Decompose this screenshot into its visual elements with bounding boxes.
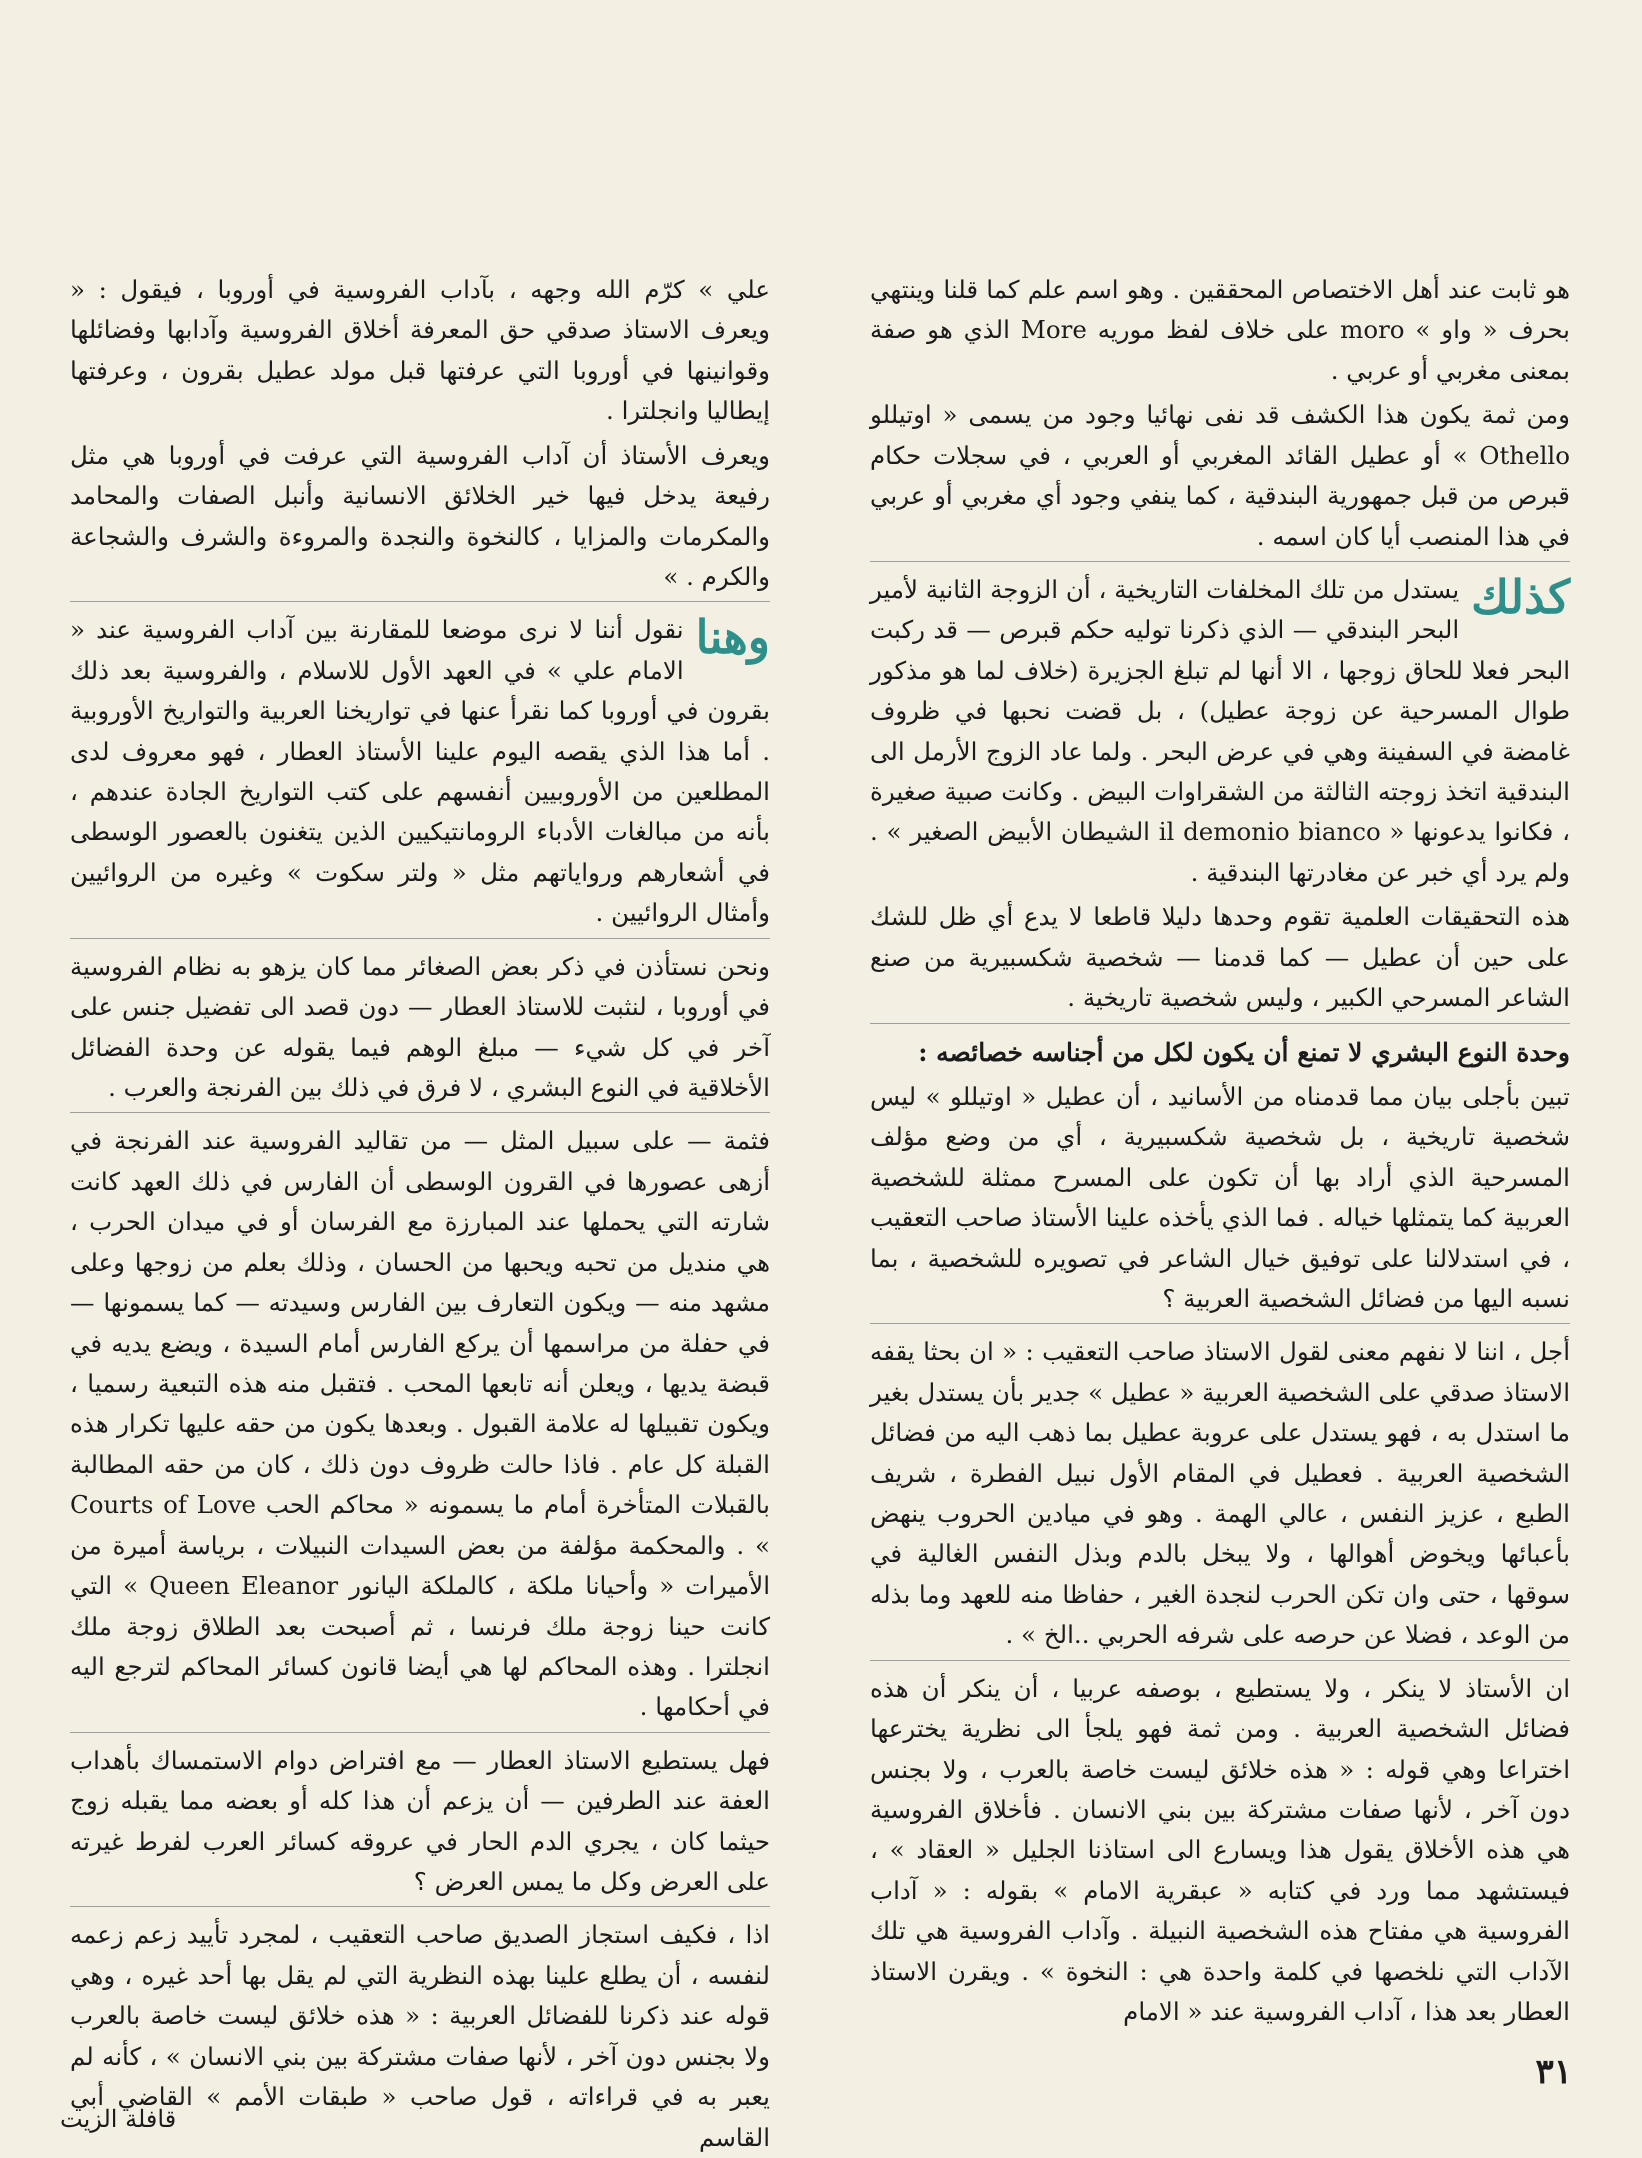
paragraph: اذا ، فكيف استجاز الصديق صاحب التعقيب ، لمجرد تأييد زعم زعمه لنفسه ، أن يطلع علينا بهذه النظرية التي لم يقل بها أحد غيره ، وهي قوله عند ذكرنا للفضائل العربية : « هذه خلائق ليست خاصة بالعرب ولا بجنس دون آخر ، لأنها صفات مشتركة بين بني الانسان » ، كأنه لم يعبر به في قراءاته ، قول صاحب « طبقات الأمم » القاضي أبي القاسم — [70, 1920, 770, 2152]
paragraph: هذه التحقيقات العلمية تقوم وحدها دليلا قاطعا لا يدع أي ظل للشك على حين أن عطيل — كما قدمنا — شخصية شكسبيرية من صنع الشاعر المسرحي الكبير ، وليس شخصية تاريخية . — [870, 897, 1570, 1023]
paragraph: فهل يستطيع الاستاذ العطار — مع افتراض دوام الاستمساك بأهداب العفة عند الطرفين — أن يزعم أن هذا كله أو بعضه مما يقبله زوج حيثما كان ، يجري الدم الحار في عروقه كسائر العرب لفرط غيرته على العرض وكل ما يمس العرض ؟ — [70, 1741, 770, 1908]
paragraph: ومن ثمة يكون هذا الكشف قد نفى نهائيا وجود من يسمى « اوتيللو Othello » أو عطيل القائد المغربي أو العربي ، في سجلات حكام قبرص من قبل جمهورية البندقية ، كما ينفي وجود أي مغربي أو عربي في هذا المنصب أيا كان اسمه . — [870, 395, 1570, 562]
paragraph: ونحن نستأذن في ذكر بعض الصغائر مما كان يزهو به نظام الفروسية في أوروبا ، لنثبت للاستاذ العطار — دون قصد الى تفضيل جنس على آخر في كل شيء — مبلغ الوهم فيما يقوله عن وحدة الفضائل الأخلاقية في النوع البشري ، لا فرق في ذلك بين الفرنجة والعرب . — [70, 947, 770, 1114]
paragraph — [870, 570, 1570, 893]
page-number: ٣١ — [1535, 2052, 1572, 2092]
section-dropword: وهنا — [695, 610, 770, 665]
paragraph: فثمة — على سبيل المثل — من تقاليد الفروسية عند الفرنجة في أزهى عصورها في القرون الوسطى أن الفارس في ذلك العهد كانت شارته التي يحملها عند المبارزة مع الفرسان أو في ميدان الحرب ، هي منديل من تحبه ويحبها من الحسان ، وذلك بعلم من زوجها وعلى مشهد منه — ويكون التعارف بين الفارس وسيدته — كما يسمونها — في حفلة من مراسمها أن يركع الفارس أمام السيدة ، ويضع يديه في قبضة يديها ، ويعلن أنه تابعها المحب . فتقبل منه هذه التبعية رسميا ، ويكون تقبيلها له علامة القبول . وبعدها يكون من حقه عليها تكرار هذه القبلة كل عام . فاذا حالت ظروف دون ذلك ، كان من حقه المطالبة بالقبلات المتأخرة أمام ما يسمونه « محاكم الحب Courts of Love » . والمحكمة مؤلفة من بعض السيدات النبيلات ، برياسة أميرة من الأميرات « وأحيانا ملكة ، كالملكة اليانور Queen Eleanor » التي كانت حينا زوجة ملك فرنسا ، ثم أصبحت بعد الطلاق زوجة ملك انجلترا . وهذه المحاكم لها هي أيضا قانون كسائر المحاكم لترجع اليه في أحكامها . — [70, 1121, 770, 1732]
paragraph: ان الأستاذ لا ينكر ، ولا يستطيع ، بوصفه عربيا ، أن ينكر أن هذه فضائل الشخصية العربية . ومن ثمة فهو يلجأ الى نظرية يخترعها اختراعا وهي قوله : « هذه خلائق ليست خاصة بالعرب ، ولا بجنس دون آخر ، لأنها صفات مشتركة بين بني الانسان . فأخلاق الفروسية هي هذه الأخلاق يقول هذا ويسارع الى استاذنا الجليل « العقاد » ، فيستشهد مما ورد في كتابه « عبقرية الامام » بقوله : « آداب الفروسية هي مفتاح هذه الشخصية النبيلة . وآداب الفروسية هي تلك الآداب التي نلخصها في كلمة واحدة هي : النخوة » . ويقرن الاستاذ العطار بعد هذا ، آداب الفروسية عند « الامام — [870, 1673, 1570, 2027]
paragraph: هو ثابت عند أهل الاختصاص المحققين . وهو اسم علم كما قلنا وينتهي بحرف « واو » moro على خلاف لفظ موريه More الذي هو صفة بمعنى مغربي أو عربي . — [870, 275, 1570, 385]
paragraph: ويعرف الأستاذ أن آداب الفروسية التي عرفت في أوروبا هي مثل رفيعة يدخل فيها خير الخلائق الانسانية وأنبل الصفات والمحامد والمكرمات والمزايا ، كالنخوة والنجدة والمروءة والشرف والشجاعة والكرم . » — [70, 436, 770, 603]
paragraph-text: نقول أننا لا نرى موضعا للمقارنة بين آداب الفروسية عند « الامام علي » في العهد الأول للاسلام ، والفروسية بعد ذلك بقرون في أوروبا كما نقرأ عنها في تواريخنا العربية والتواريخ الأوروبية . أما هذا الذي يقصه اليوم علينا الأستاذ العطار ، فهو معروف لدى المطلعين من الأوروبيين أنفسهم على كتب التواريخ الجادة عندهم ، بأنه من مبالغات الأدباء الرومانتيكيين الذين يتغنون بالعصور الوسطى في أشعارهم ورواياتهم مثل « ولتر سكوت » وغيره من الروائيين وأمثال الروائيين . — [70, 615, 770, 928]
section-dropword: كذلك — [1471, 569, 1570, 624]
paragraph: علي » كرّم الله وجهه ، بآداب الفروسية في أوروبا ، فيقول : « ويعرف الاستاذ صدقي حق المعرفة أخلاق الفروسية وآدابها وفضائلها وقوانينها في أوروبا التي عرفتها قبل مولد عطيل بقرون ، وعرفتها إيطاليا وانجلترا . — [70, 275, 770, 426]
paragraph-text: يستدل من تلك المخلفات التاريخية ، أن الزوجة الثانية لأمير البحر البندقي — الذي ذكرنا توليه حكم قبرص — قد ركبت البحر فعلا للحاق زوجها ، الا أنها لم تبلغ الجزيرة (خلاف لما هو مذكور طوال المسرحية عن زوجة عطيل) ، بل قضت نحبها في ظروف غامضة في السفينة وهي في عرض البحر . ولما عاد الزوج الأرمل الى البندقية اتخذ زوجته الثالثة من الشقراوات البيض . وكانت صبية صغيرة ، فكانوا يدعونها « il demonio bianco الشيطان الأبيض الصغير » . ولم يرد أي خبر عن مغادرتها البندقية . — [870, 574, 1571, 887]
paragraph — [70, 610, 770, 938]
paragraph: تبين بأجلى بيان مما قدمناه من الأسانيد ، أن عطيل « اوتيللو » ليس شخصية تاريخية ، بل شخصية شكسبيرية ، أي من وضع مؤلف المسرحية الذي أراد بها أن تكون على المسرح ممثلة للشخصية العربية كما يتمثلها خياله . فما الذي يأخذه علينا الأستاذ صاحب التعقيب ، في استدلالنا على توفيق خيال الشاعر في تصويره للشخصية ، بما نسبه اليها من فضائل الشخصية العربية ؟ — [870, 1077, 1570, 1325]
right-column — [870, 270, 1570, 2030]
paragraph: أجل ، اننا لا نفهم معنى لقول الاستاذ صاحب التعقيب : « ان بحثا يقفه الاستاذ صدقي على الشخصية العربية « عطيل » جدير بأن يستدل بغير ما استدل به ، فهو يستدل على عروبة عطيل بما ذهب اليه من فضائل الشخصية العربية . فعطيل في المقام الأول نبيل الفطرة ، شريف الطبع ، عزيز النفس ، عالي الهمة . وهو في ميادين الحروب ينهض بأعبائها ويخوض أهوالها ، ولا يبخل بالدم وبذل النفس الغالية في سوقها ، حتى وان تكن الحرب لنجدة الغير ، حفاظا منه للعهد وما بذله من الوعد ، فضلا عن حرصه على شرفه الحربي ..الخ » . — [870, 1332, 1570, 1660]
magazine-name: قافلة الزيت — [60, 2105, 177, 2133]
section-subheading: وحدة النوع البشري لا تمنع أن يكون لكل من أجناسه خصائصه : — [918, 1037, 1570, 1067]
